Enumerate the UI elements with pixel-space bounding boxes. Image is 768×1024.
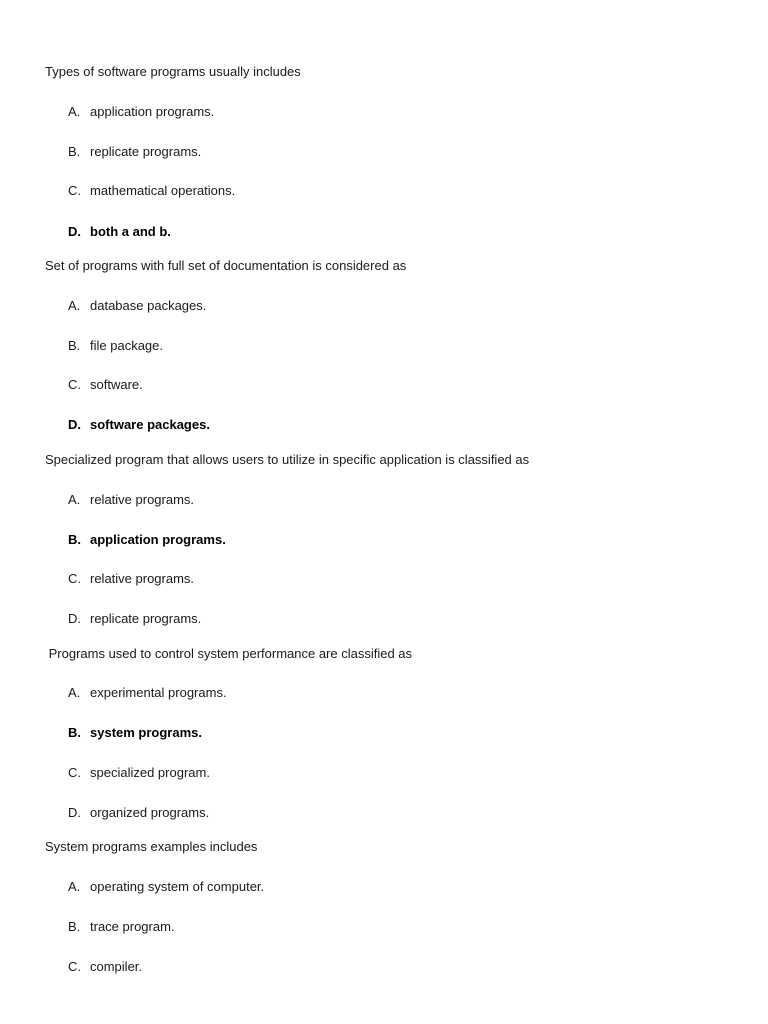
option-letter: A. — [68, 298, 81, 313]
option-letter: D. — [68, 417, 81, 432]
question-5-option-a — [68, 879, 264, 895]
question-2-text: Set of programs with full set of documentation is considered as — [45, 258, 407, 273]
question-5-option-b — [68, 919, 175, 935]
question-5-text: System programs examples includes — [45, 839, 258, 854]
question-4-option-b-correct — [68, 725, 202, 741]
question-3-option-c — [68, 571, 194, 587]
option-letter: A. — [68, 879, 81, 894]
option-text: application programs. — [90, 104, 215, 119]
option-text: software. — [90, 377, 143, 392]
option-text: mathematical operations. — [90, 183, 236, 198]
option-text: file package. — [90, 338, 163, 353]
question-1-text: Types of software programs usually includes — [45, 64, 301, 79]
option-text: both a and b. — [90, 224, 171, 239]
question-3-option-b-correct — [68, 532, 226, 548]
option-text: system programs. — [90, 725, 202, 740]
question-4-option-a — [68, 685, 227, 701]
option-letter: C. — [68, 959, 81, 974]
option-letter: A. — [68, 492, 81, 507]
question-3-option-a — [68, 492, 194, 508]
option-text: trace program. — [90, 919, 175, 934]
option-text: experimental programs. — [90, 685, 227, 700]
option-letter: D. — [68, 805, 81, 820]
option-text: compiler. — [90, 959, 143, 974]
option-text: application programs. — [90, 532, 226, 547]
question-3-option-d — [68, 611, 201, 627]
question-3-text: Specialized program that allows users to utilize in specific application is classified as — [45, 452, 530, 467]
option-letter: C. — [68, 377, 81, 392]
option-text: database packages. — [90, 298, 207, 313]
question-2-option-b — [68, 338, 163, 354]
question-5-option-c — [68, 959, 142, 975]
option-text: relative programs. — [90, 571, 195, 586]
question-2-option-c — [68, 377, 143, 393]
question-1-option-d-correct — [68, 224, 171, 240]
option-text: organized programs. — [90, 805, 210, 820]
question-1-option-c — [68, 183, 235, 199]
option-letter: B. — [68, 532, 81, 547]
option-text: replicate programs. — [90, 144, 202, 159]
question-2-option-d-correct — [68, 417, 210, 433]
option-letter: A. — [68, 104, 81, 119]
question-4-option-c — [68, 765, 210, 781]
option-letter: B. — [68, 144, 81, 159]
option-text: software packages. — [90, 417, 210, 432]
option-letter: B. — [68, 919, 81, 934]
option-text: replicate programs. — [90, 611, 202, 626]
option-letter: B. — [68, 338, 81, 353]
option-letter: C. — [68, 571, 81, 586]
question-1-option-a — [68, 104, 214, 120]
option-letter: B. — [68, 725, 81, 740]
option-letter: A. — [68, 685, 81, 700]
question-2-option-a — [68, 298, 206, 314]
option-letter: C. — [68, 183, 81, 198]
option-letter: C. — [68, 765, 81, 780]
question-1-option-b — [68, 144, 201, 160]
option-letter: D. — [68, 611, 81, 626]
question-4-option-d — [68, 805, 209, 821]
option-letter: D. — [68, 224, 81, 239]
option-text: relative programs. — [90, 492, 195, 507]
option-text: specialized program. — [90, 765, 210, 780]
question-4-text: Programs used to control system performance are classified as — [45, 646, 413, 661]
option-text: operating system of computer. — [90, 879, 265, 894]
